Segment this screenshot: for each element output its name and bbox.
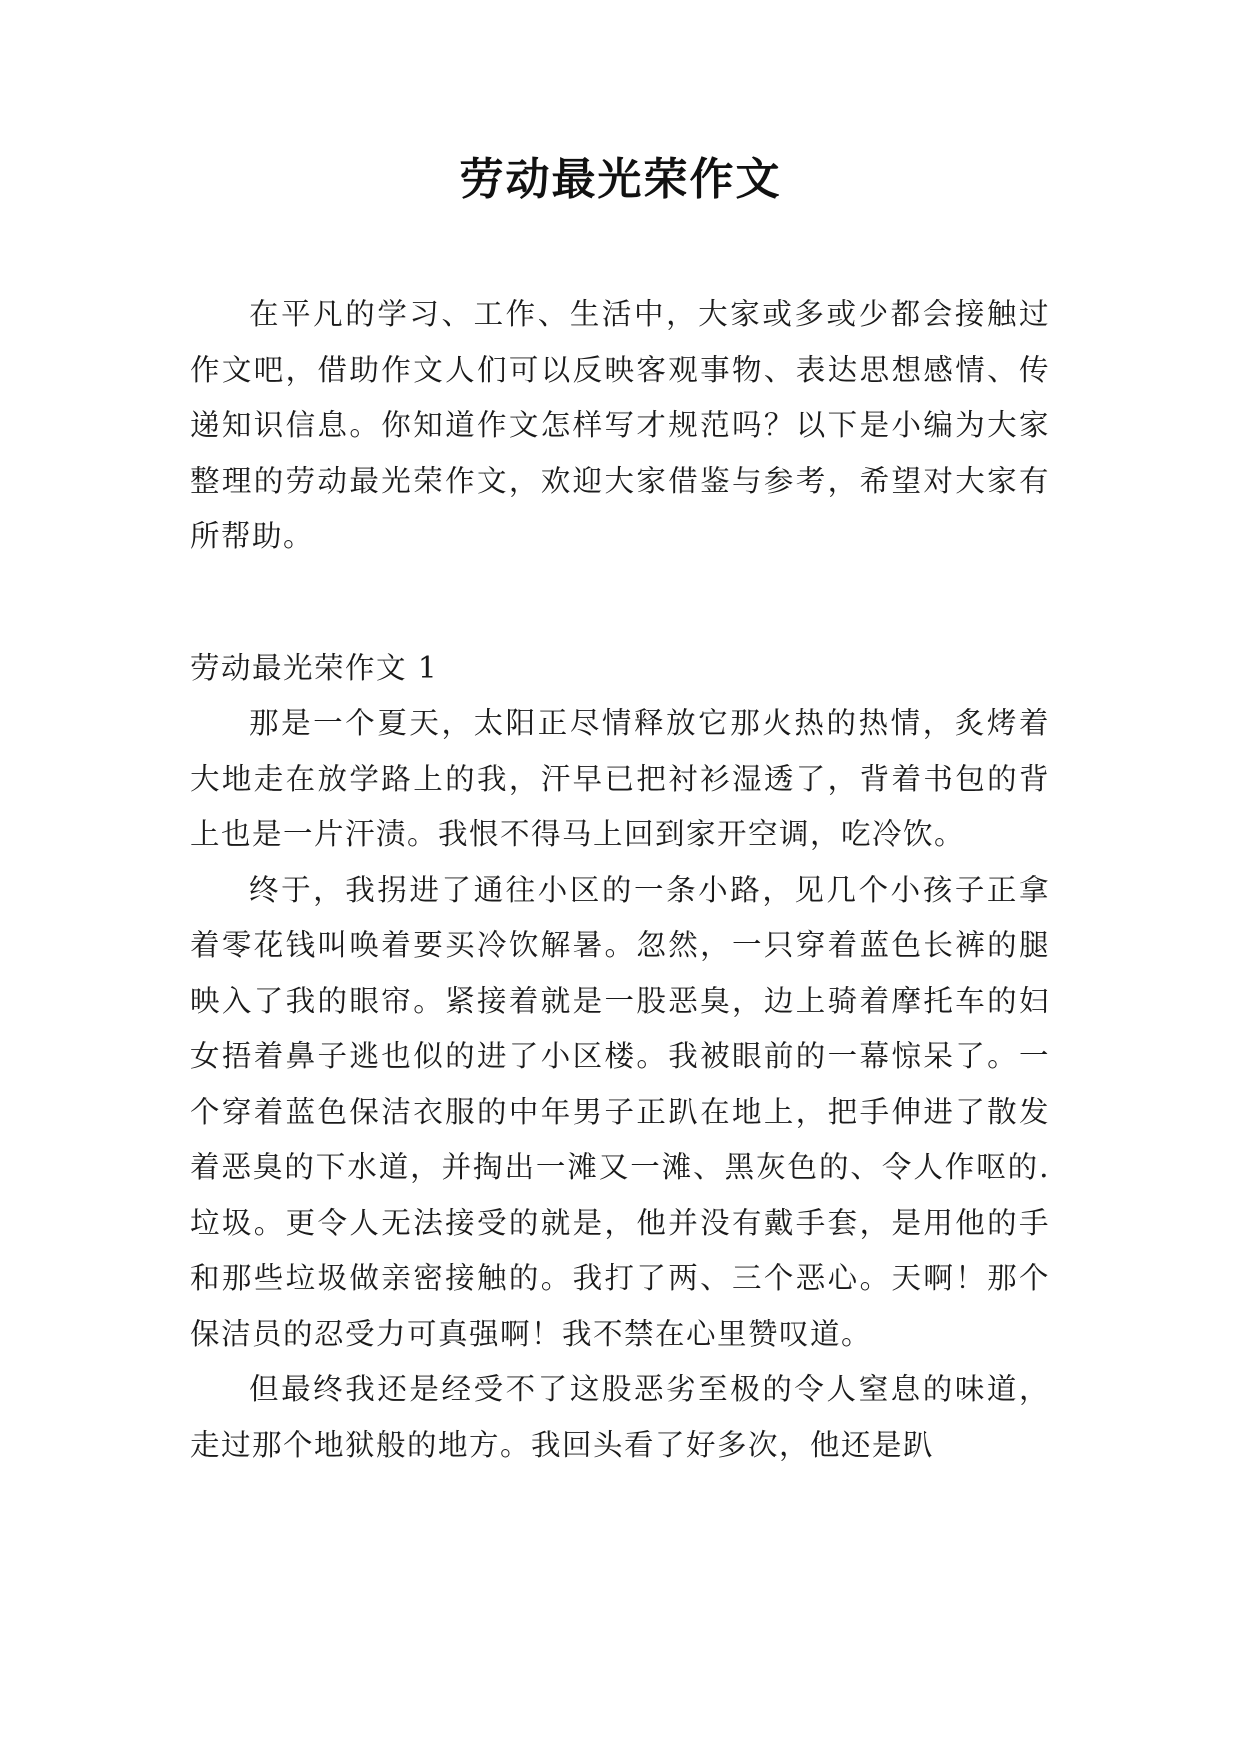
document-title: 劳动最光荣作文 [459, 154, 782, 205]
intro-paragraph: 在平凡的学习、工作、生活中，大家或多或少都会接触过作文吧，借助作文人们可以反映客观事物、表达思想感情、传递知识信息。你知道作文怎样写才规范吗？以下是小编为大家整理的劳动最光荣作文，欢迎大家借鉴与参考，希望对大家有所帮助。 [190, 297, 1050, 553]
section-heading: 劳动最光荣作文 1 [190, 650, 439, 685]
section-spacer [190, 565, 1050, 641]
body-paragraph-2: 终于，我拐进了通往小区的一条小路，见几个小孩子正拿着零花钱叫唤着要买冷饮解暑。忽然，一只穿着蓝色长裤的腿映入了我的眼帘。紧接着就是一股恶臭，边上骑着摩托车的妇女捂着鼻子逃也似的进了小区楼。我被眼前的一幕惊呆了。一个穿着蓝色保洁衣服的中年男子正趴在地上，把手伸进了散发着恶臭的下水道，并掏出一滩又一滩、黑灰色的、令人作呕的.垃圾。更令人无法接受的就是，他并没有戴手套，是用他的手和那些垃圾做亲密接触的。我打了两、三个恶心。天啊！那个保洁员的忍受力可真强啊！我不禁在心里赞叹道。 [190, 872, 1050, 1351]
body-paragraph-3: 但最终我还是经受不了这股恶劣至极的令人窒息的味道，走过那个地狱般的地方。我回头看了好多次，他还是趴 [190, 1372, 1050, 1462]
body-paragraph-1: 那是一个夏天，太阳正尽情释放它那火热的热情，炙烤着大地走在放学路上的我，汗早已把衬衫湿透了，背着书包的背上也是一片汗渍。我恨不得马上回到家开空调，吃冷饮。 [190, 706, 1050, 851]
document-body [190, 287, 1050, 1473]
